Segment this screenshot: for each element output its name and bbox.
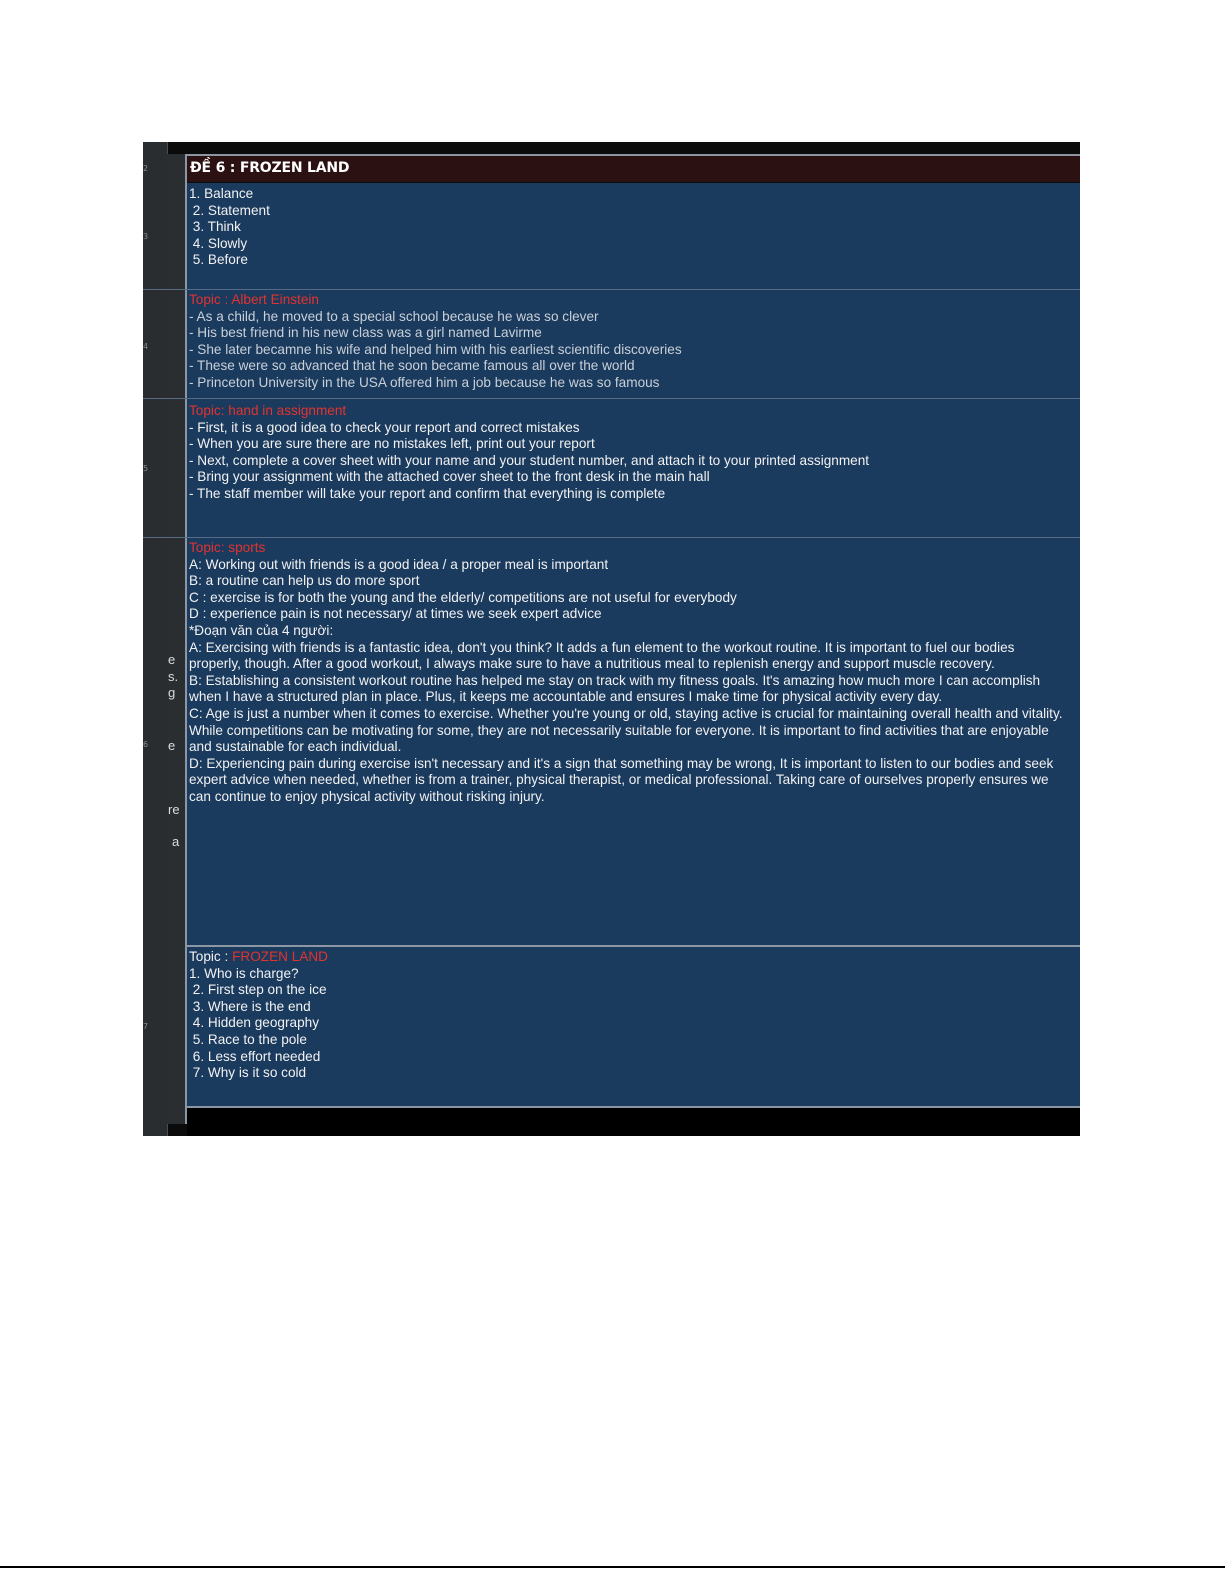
list-item: 2. Statement xyxy=(189,202,270,218)
paragraph: C: Age is just a number when it comes to exercise. Whether you're young or old, staying active is crucial for maintaining overall health and vitality. While competitions can be motivating for some, they are not necessarily suitable for everyone. It is important to find activities that are enjoyable and sustainable for each individual. xyxy=(189,705,1063,755)
einstein-notes xyxy=(189,292,682,392)
topic-prefix: Topic : xyxy=(189,949,233,964)
note-line: - First, it is a good idea to check your report and correct mistakes xyxy=(189,419,580,435)
truncated-cell-text: e xyxy=(168,652,176,667)
frozen-land-list xyxy=(189,949,328,1082)
summary-line: *Đoạn văn của 4 người: xyxy=(189,622,334,638)
cell-assignment[interactable] xyxy=(187,399,1080,537)
topic-name: FROZEN LAND xyxy=(232,949,328,964)
list-item: 1. Balance xyxy=(189,186,254,201)
cell-list-1[interactable] xyxy=(187,183,1080,289)
title-cell[interactable] xyxy=(187,154,1080,182)
row-number[interactable]: 3 xyxy=(143,232,149,241)
paragraph: D: Experiencing pain during exercise isn't necessary and it's a sign that something may be wrong, It is important to listen to our bodies and seek expert advice when needed, whether is from a trainer, physical therapist, or medical professional. Taking care of ourselves properly ensures we can continue to enjoy physical activity without risking injury. xyxy=(189,755,1054,804)
topic-heading xyxy=(189,949,328,966)
sports-notes xyxy=(189,540,1069,806)
truncated-cell-text: g xyxy=(168,685,176,700)
summary-line: A: Working out with friends is a good idea / a proper meal is important xyxy=(189,556,609,572)
paragraph: A: Exercising with friends is a fantastic idea, don't you think? It adds a fun element to the workout routine. It is important to fuel our bodies properly, though. After a good workout, I always make sure to have a nutritious meal to replenish energy and support muscle recovery. xyxy=(189,639,1015,672)
summary-line: D : experience pain is not necessary/ at times we seek expert advice xyxy=(189,606,602,622)
note-line: - His best friend in his new class was a girl named Lavirme xyxy=(189,325,542,341)
cell-sports[interactable] xyxy=(187,538,1080,946)
answer-list xyxy=(189,186,270,269)
page-divider-line xyxy=(0,1566,1225,1568)
assignment-notes xyxy=(189,403,869,503)
row-number[interactable]: 4 xyxy=(143,342,149,351)
paragraph: B: Establishing a consistent workout routine has helped me stay on track with my fitness goals. It's amazing how much more I can accomplish when I have a structured plan in place. Plus, it keeps me accountable and ensures I make time for physical activity every day. xyxy=(189,672,1041,705)
truncated-cell-text: s. xyxy=(168,669,179,684)
topic-heading: Topic: hand in assignment xyxy=(189,403,347,418)
truncated-cell-text: re xyxy=(168,802,180,817)
list-item: 5. Before xyxy=(189,252,248,268)
row-number-gutter xyxy=(143,142,168,1136)
row-number[interactable]: 2 xyxy=(143,164,149,173)
spreadsheet-screenshot xyxy=(143,142,1080,1136)
list-item: 3. Think xyxy=(189,219,241,235)
narrow-column xyxy=(167,154,187,1124)
note-line: - The staff member will take your report and confirm that everything is complete xyxy=(189,485,666,501)
list-item: 7. Why is it so cold xyxy=(189,1065,307,1081)
note-line: - These were so advanced that he soon became famous all over the world xyxy=(189,358,635,374)
topic-heading: Topic: sports xyxy=(189,540,266,555)
list-item: 3. Where is the end xyxy=(189,998,311,1014)
bottom-border-bar xyxy=(187,1106,1080,1136)
list-item: 5. Race to the pole xyxy=(189,1031,307,1047)
truncated-cell-text: e xyxy=(168,738,176,753)
list-item: 1. Who is charge? xyxy=(189,965,299,981)
note-line: - When you are sure there are no mistakes left, print out your report xyxy=(189,436,595,452)
page-title: ĐỀ 6 : FROZEN LAND xyxy=(190,160,350,176)
row-number[interactable]: 5 xyxy=(143,464,149,473)
truncated-cell-text: a xyxy=(172,834,180,849)
summary-line: C : exercise is for both the young and the elderly/ competitions are not useful for everybody xyxy=(189,589,737,605)
note-line: - Next, complete a cover sheet with your name and your student number, and attach it to your printed assignment xyxy=(189,452,870,468)
row-number[interactable]: 6 xyxy=(143,740,149,749)
note-line: - She later becamne his wife and helped him with his earliest scientific discoveries xyxy=(189,341,682,357)
list-item: 4. Hidden geography xyxy=(189,1015,319,1031)
list-item: 6. Less effort needed xyxy=(189,1048,321,1064)
list-item: 2. First step on the ice xyxy=(189,982,327,998)
note-line: - As a child, he moved to a special school because he was so clever xyxy=(189,308,599,324)
cell-frozen-land[interactable] xyxy=(187,945,1080,1106)
cell-einstein[interactable] xyxy=(187,290,1080,398)
row-number[interactable]: 7 xyxy=(143,1022,149,1031)
note-line: - Bring your assignment with the attached cover sheet to the front desk in the main hall xyxy=(189,469,710,485)
topic-heading: Topic : Albert Einstein xyxy=(189,292,319,307)
note-line: - Princeton University in the USA offered him a job because he was so famous xyxy=(189,374,660,390)
list-item: 4. Slowly xyxy=(189,235,248,251)
summary-line: B: a routine can help us do more sport xyxy=(189,573,420,589)
